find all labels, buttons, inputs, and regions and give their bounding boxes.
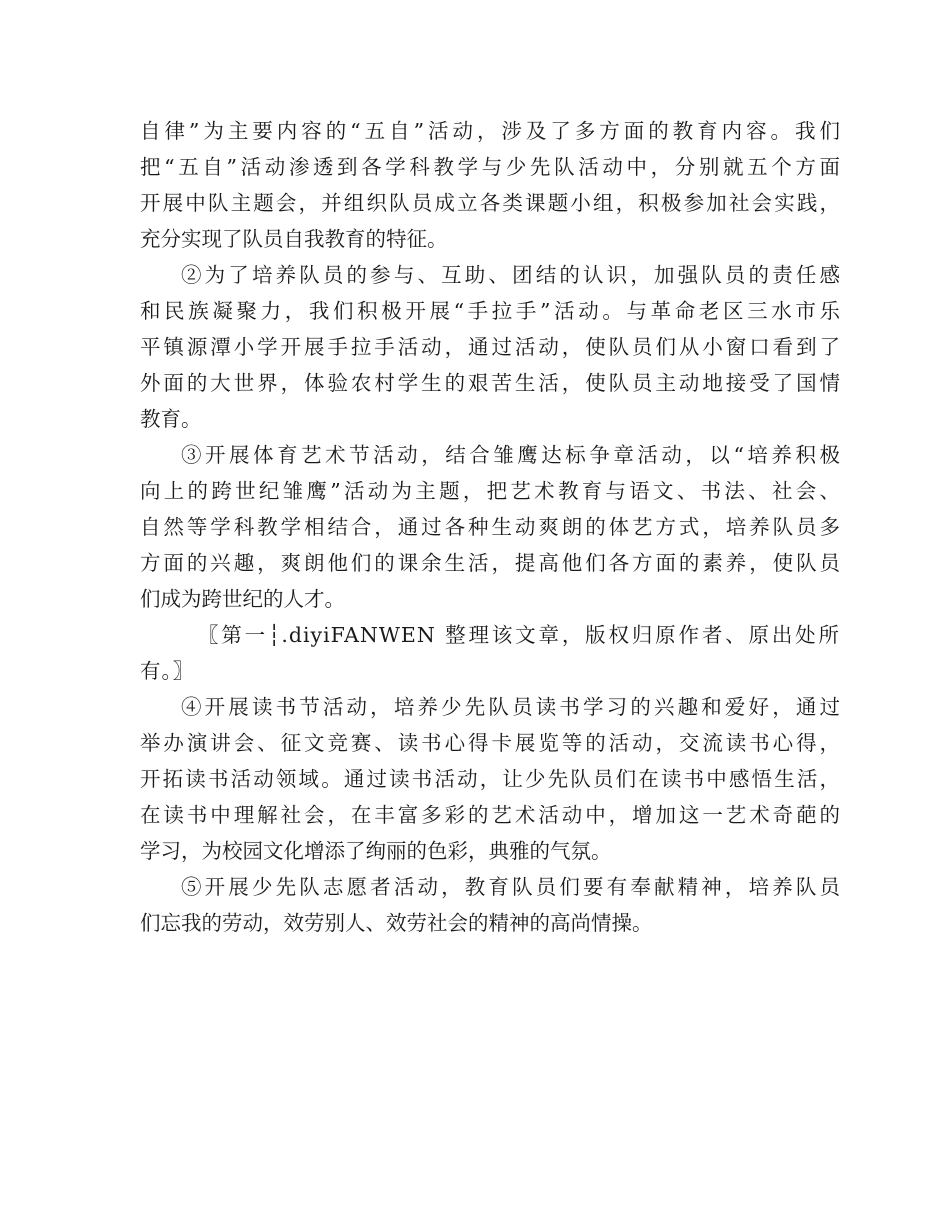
- text-line: 自律”为主要内容的“五自”活动，涉及了多方面的教育内容。我们: [140, 119, 840, 143]
- text-line: 们成为跨世纪的人才。: [140, 587, 345, 611]
- text-line: 们忘我的劳动，效劳别人、效劳社会的精神的高尚情操。: [140, 911, 653, 935]
- paragraph-five-self-activities: [140, 113, 840, 257]
- text-line: 教育。: [140, 407, 202, 431]
- copyright-notice: [140, 617, 840, 689]
- text-line: 和民族凝聚力，我们积极开展“手拉手”活动。与革命老区三水市乐: [140, 299, 840, 323]
- text-line: 〖第一┆.diyiFANWEN 整理该文章，版权归原作者、原出处所: [198, 623, 840, 647]
- paragraph-reading-festival: [140, 689, 840, 869]
- text-line: 外面的大世界，体验农村学生的艰苦生活，使队员主动地接受了国情: [140, 371, 840, 395]
- text-line: 开拓读书活动领域。通过读书活动，让少先队员们在读书中感悟生活，: [140, 767, 840, 791]
- text-line: 学习，为校园文化增添了绚丽的色彩，典雅的气氛。: [140, 839, 612, 863]
- text-line: 平镇源潭小学开展手拉手活动，通过活动，使队员们从小窗口看到了: [140, 335, 840, 359]
- paragraph-sports-art-festival: [140, 437, 840, 617]
- text-line: ②为了培养队员的参与、互助、团结的认识，加强队员的责任感: [181, 263, 840, 287]
- document-body: [140, 113, 840, 941]
- text-line: 有。〗: [140, 659, 195, 683]
- text-line: 举办演讲会、征文竞赛、读书心得卡展览等的活动，交流读书心得，: [140, 731, 840, 755]
- text-line: ③开展体育艺术节活动，结合雏鹰达标争章活动，以“培养积极: [181, 443, 840, 467]
- text-line: ⑤开展少先队志愿者活动，教育队员们要有奉献精神，培养队员: [181, 875, 840, 899]
- text-line: 方面的兴趣，爽朗他们的课余生活，提高他们各方面的素养，使队员: [140, 551, 840, 575]
- text-line: ④开展读书节活动，培养少先队员读书学习的兴趣和爱好，通过: [181, 695, 840, 719]
- text-line: 充分实现了队员自我教育的特征。: [140, 227, 448, 251]
- paragraph-volunteer-activities: [140, 869, 840, 941]
- text-line: 自然等学科教学相结合，通过各种生动爽朗的体艺方式，培养队员多: [140, 515, 840, 539]
- text-line: 把“五自”活动渗透到各学科教学与少先队活动中，分别就五个方面: [140, 155, 840, 179]
- text-line: 开展中队主题会，并组织队员成立各类课题小组，积极参加社会实践，: [140, 191, 840, 215]
- paragraph-hand-in-hand: [140, 257, 840, 437]
- text-line: 在读书中理解社会，在丰富多彩的艺术活动中，增加这一艺术奇葩的: [140, 803, 840, 827]
- text-line: 向上的跨世纪雏鹰”活动为主题，把艺术教育与语文、书法、社会、: [140, 479, 840, 503]
